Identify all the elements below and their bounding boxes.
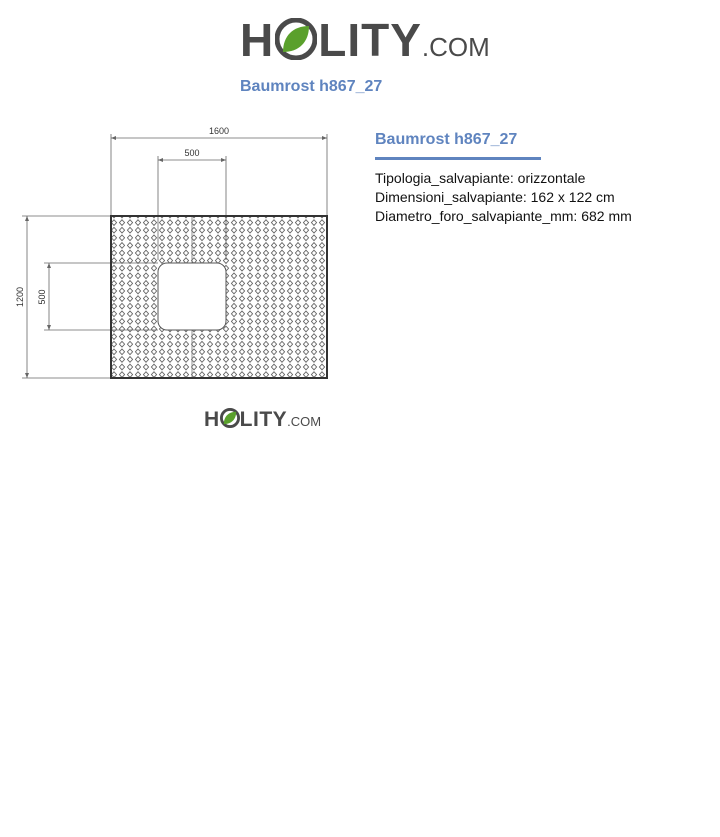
spec-diametro: Diametro_foro_salvapiante_mm: 682 mm (375, 208, 632, 224)
product-info-panel (375, 131, 695, 226)
dimension-hole-height-label: 500 (37, 289, 47, 305)
spec-tipologia: Tipologia_salvapiante: orizzontale (375, 170, 586, 186)
logo-text-com: .COM (421, 32, 490, 62)
logo-small-text-com: .COM (287, 414, 322, 429)
technical-drawing (14, 120, 344, 395)
holity-logo[interactable] (240, 14, 490, 65)
logo-text-lity: LITY (318, 14, 422, 66)
dimension-hole-width-label: 500 (184, 148, 200, 158)
logo-text-h: H (240, 14, 275, 66)
title-underline (375, 157, 541, 160)
logo-small-text-h: H (204, 408, 220, 431)
product-title: Baumrost h867_27 (375, 131, 518, 148)
drawing-svg (14, 120, 344, 390)
dimension-height-label: 1200 (15, 286, 25, 308)
logo-small-leaf-icon (220, 408, 240, 428)
holity-logo-small (204, 406, 321, 432)
dimension-width-label: 1600 (208, 126, 230, 136)
page-title: Baumrost h867_27 (240, 78, 383, 95)
spec-dimensioni: Dimensioni_salvapiante: 162 x 122 cm (375, 189, 615, 205)
logo-small-text-lity: LITY (239, 408, 288, 431)
logo-leaf-icon (275, 18, 317, 60)
